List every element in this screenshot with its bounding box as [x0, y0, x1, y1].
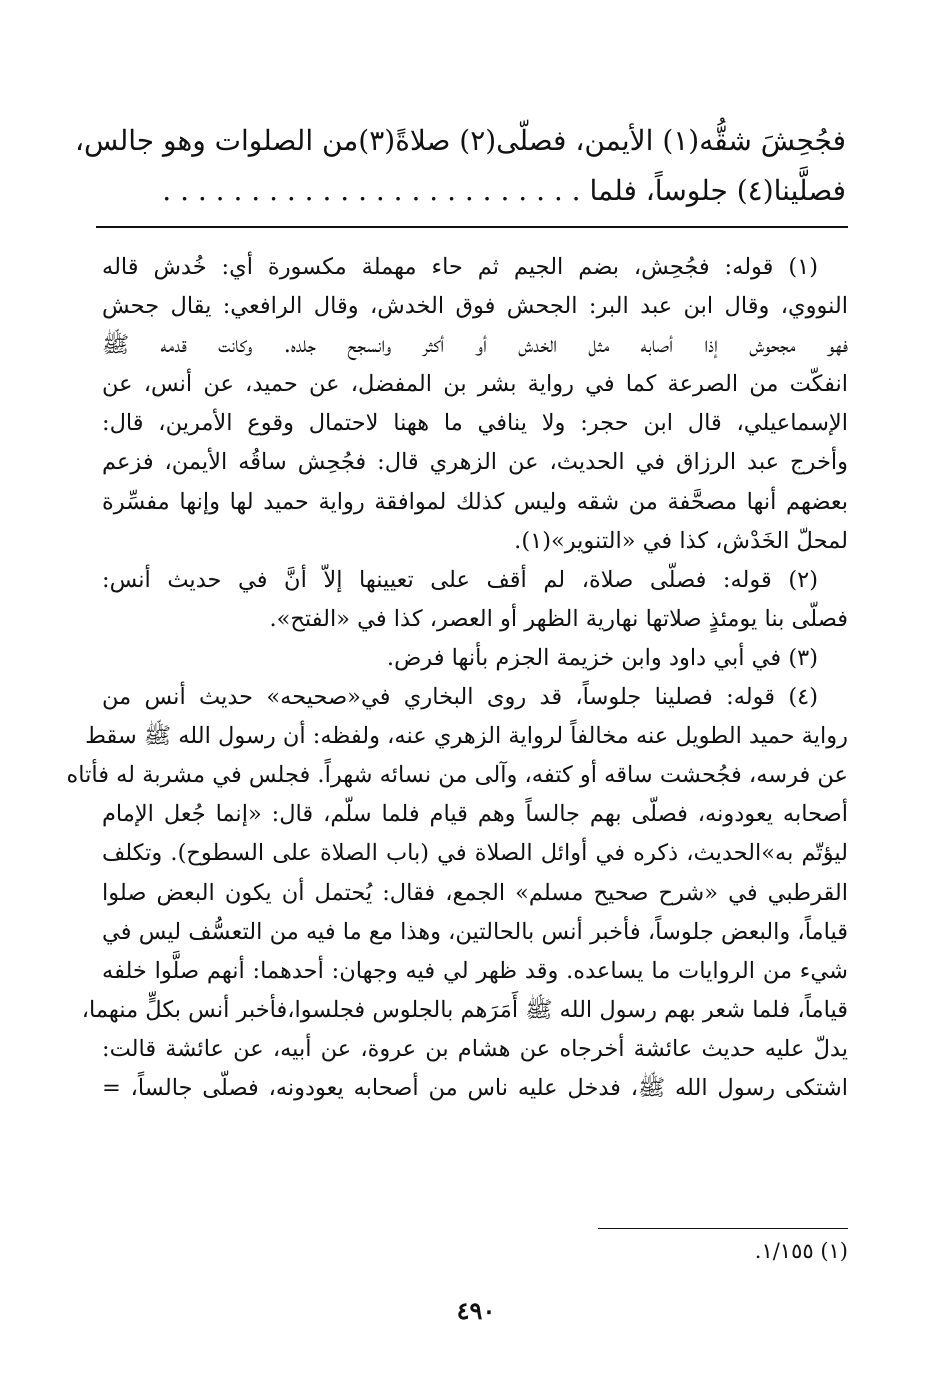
footnote-line: يدلّ عليه حديث عائشة أخرجاه عن هشام بن عروة، عن أبيه، عن عائشة قالت: [102, 1035, 848, 1062]
footnote-line: (٤) قوله: فصلينا جلوساً، قد روى البخاري في«صحيحه» حديث أنس من [102, 684, 818, 711]
footnote-line: لمحلّ الخَدْش، كذا في «التنوير»(١). [514, 527, 848, 554]
footnote-line: فهو مجحوش إذا أصابه مثل الخدش أو أكثر وانسجح جلده. وكانت قدمه ﷺ [102, 332, 848, 359]
footnote-line: ليؤتّم به»الحديث، ذكره في أوائل الصلاة في (باب الصلاة على السطوح). وتكلف [102, 840, 848, 867]
sub-footnote-separator [598, 1228, 848, 1229]
footnote-line: وأخرج عبد الرزاق في الحديث، عن الزهري قال: فجُحِش ساقُه الأيمن، فزعم [102, 449, 848, 476]
sub-footnote: (١) ١/١٥٥. [754, 1239, 848, 1263]
footnote-line: القرطبي في «شرح صحيح مسلم» الجمع، فقال: يُحتمل أن يكون البعض صلوا [102, 879, 848, 906]
footnote-line: الإسماعيلي، قال ابن حجر: ولا ينافي ما ههنا لاحتمال وقوع الأمرين، قال: [102, 410, 848, 437]
footnote-line: عن فرسه، فجُحشت ساقه أو كتفه، وآلى من نسائه شهراً. فجلس في مشربة له فأتاه [66, 762, 848, 789]
footnote-line: قياماً، والبعض جلوساً، فأخبر أنس بالحالتين، وهذا مع ما فيه من التعسُّف ليس في [102, 918, 848, 945]
footnote-line: (٣) في أبي داود وابن خزيمة الجزم بأنها فرض. [386, 644, 818, 671]
footnote-line: رواية حميد الطويل عنه مخالفاً لرواية الزهري عنه، ولفظه: أن رسول الله ﷺ سقط [85, 723, 848, 750]
footnote-line: قياماً، فلما شعر بهم رسول الله ﷺ أَمَرَهم بالجلوس فجلسوا،فأخبر أنس بكلٍّ منهما، [81, 996, 848, 1023]
footnote-line: (٢) قوله: فصلّى صلاة، لم أقف على تعيينها إلاّ أنَّ في حديث أنس: [102, 566, 818, 593]
footnote-line: بعضهم أنها مصحَّفة من شقه وليس كذلك لموافقة رواية حميد لها وإنها مفسِّرة [102, 488, 848, 515]
footnotes [66, 248, 848, 1108]
footnote-line: (١) قوله: فجُحِش، بضم الجيم ثم حاء مهملة مكسورة أي: خُدش قاله [102, 254, 818, 280]
footnote-line: أصحابه يعودونه، فصلّى بهم جالساً وهم قيام فلما سلّم، قال: «إنما جُعل الإمام [102, 801, 848, 828]
footnote-separator [96, 226, 848, 228]
footnote-line: النووي، وقال ابن عبد البر: الجحش فوق الخدش، وقال الرافعي: يقال جحش [102, 293, 848, 320]
main-text-line: فجُحِشَ شقُّه(١) الأيمن، فصلّى(٢) صلاةً(٣)من الصلوات وهو جالس، [74, 124, 846, 157]
footnote-line: انفكّت من الصرعة كما في رواية بشر بن المفضل، عن حميد، عن أنس، عن [102, 371, 848, 398]
footnote-line: فصلّى بنا يومئذٍ صلاتها نهارية الظهر أو العصر، كذا في «الفتح». [269, 605, 848, 632]
footnote-line: اشتكى رسول الله ﷺ، فدخل عليه ناس من أصحابه يعودونه، فصلّى جالساً، = [102, 1074, 848, 1101]
page-number: ٤٩٠ [456, 1296, 496, 1325]
main-text [74, 116, 846, 216]
main-text-line: فصلَّينا(٤) جلوساً، فلما . . . . . . . . . . . . . . . . . . . . . . . . [162, 174, 846, 207]
footnote-line: شيء من الروايات ما يساعده. وقد ظهر لي فيه وجهان: أحدهما: أنهم صلَّوا خلفه [102, 957, 848, 984]
